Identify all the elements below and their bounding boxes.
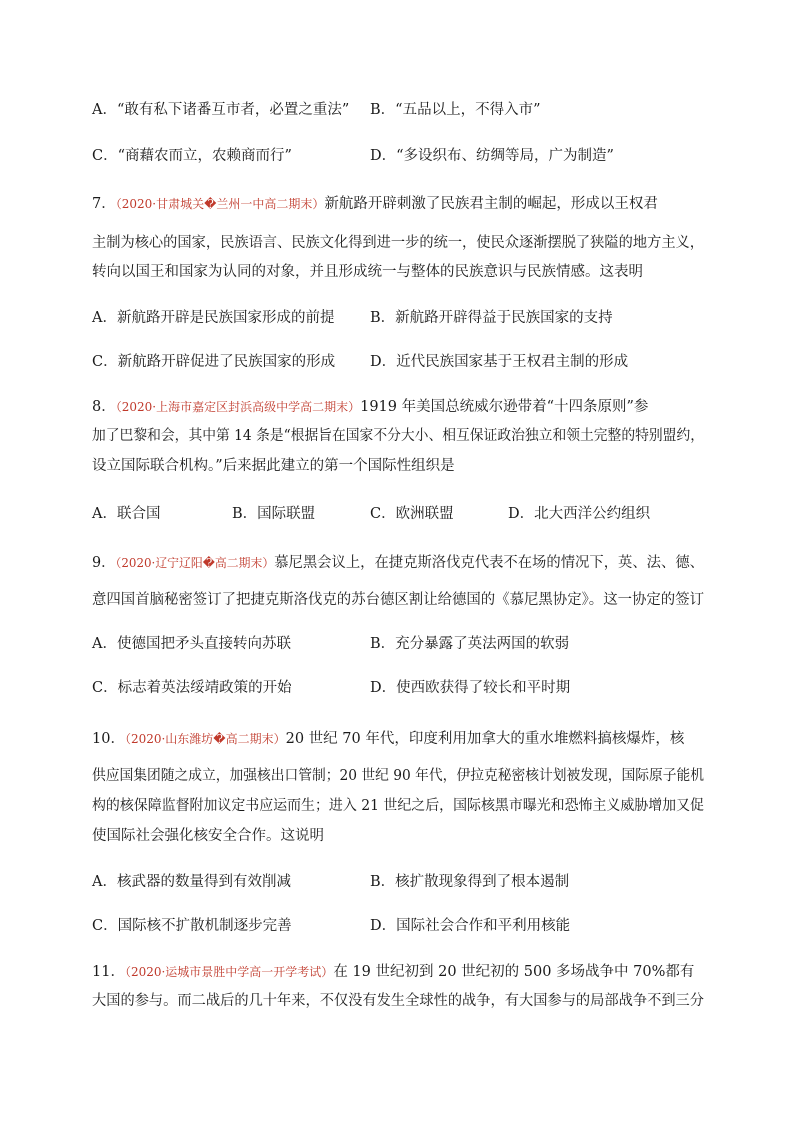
q8-stem-line2: 加了巴黎和会，其中第 14 条是“根据旨在国家不分大小、相互保证政治独立和领土完整的特别盟约， [92, 428, 705, 444]
q9-number: 9． [92, 555, 116, 571]
q8-option-b: B．国际联盟 [232, 506, 316, 522]
q10-number: 10． [92, 731, 125, 747]
q10-stem-line1 [92, 729, 684, 749]
q7-option-b: B．新航路开辟得益于民族国家的支持 [370, 310, 613, 326]
q9-source: （2020·辽宁辽阳�高二期末） [115, 556, 275, 570]
q8-option-c: C．欧洲联盟 [370, 506, 454, 522]
q7-stem-text1: 新航路开辟刺激了民族君主制的崛起，形成以王权君 [324, 196, 658, 212]
q6-option-a: A．“敢有私下诸番互市者，必置之重法” [92, 102, 350, 118]
q7-source: （2020·甘肃城关�兰州一中高二期末） [115, 197, 325, 211]
q6-option-d: D．“多设织布、纺绸等局，广为制造” [370, 148, 614, 164]
q8-option-a: A．联合国 [92, 506, 161, 522]
q7-number: 7． [92, 196, 116, 212]
q9-option-d: D．使西欧获得了较长和平时期 [370, 680, 571, 696]
q9-option-b: B．充分暴露了英法两国的软弱 [370, 636, 570, 652]
q8-stem-line1 [92, 397, 648, 417]
q11-stem-text1: 在 19 世纪初到 20 世纪初的 500 多场战争中 70%都有 [333, 964, 695, 980]
q7-stem-line1 [92, 194, 658, 214]
q7-stem-line3: 转向以国王和国家为认同的对象，并且形成统一与整体的民族意识与民族情感。这表明 [92, 264, 643, 280]
q11-number: 11． [92, 964, 125, 980]
q9-stem-line2: 意四国首脑秘密签订了把捷克斯洛伐克的苏台德区割让给德国的《慕尼黑协定》。这一协定的签订 [92, 592, 704, 608]
q8-stem-line3: 设立国际联合机构。”后来据此建立的第一个国际性组织是 [92, 458, 455, 474]
q10-source: （2020·山东潍坊�高二期末） [124, 732, 286, 746]
q11-stem-line1 [92, 962, 694, 982]
q11-stem-line2: 大国的参与。而二战后的几十年来，不仅没有发生全球性的战争，有大国参与的局部战争不到三分 [92, 993, 705, 1009]
q11-source: （2020·运城市景胜中学高一开学考试） [124, 965, 334, 979]
q9-stem-text1: 慕尼黑会议上，在捷克斯洛伐克代表不在场的情况下，英、法、德、 [274, 555, 704, 571]
q8-number: 8． [92, 399, 116, 415]
q8-stem-text1: 1919 年美国总统威尔逊带着“十四条原则”参 [360, 399, 649, 415]
q9-stem-line1 [92, 553, 704, 573]
q10-option-b: B．核扩散现象得到了根本遏制 [370, 874, 570, 890]
q10-option-a: A．核武器的数量得到有效削减 [92, 874, 291, 890]
q10-stem-line3: 构的核保障监督附加议定书应运而生；进入 21 世纪之后，国际核黑市曝光和恐怖主义威胁增加又促 [92, 798, 704, 814]
q10-option-c: C．国际核不扩散机制逐步完善 [92, 918, 292, 934]
q6-option-c: C．“商藉农而立，农赖商而行” [92, 148, 292, 164]
q10-stem-text1: 20 世纪 70 年代，印度利用加拿大的重水堆燃料搞核爆炸，核 [285, 731, 685, 747]
q8-source: （2020·上海市嘉定区封浜高级中学高二期末） [115, 400, 361, 414]
q7-option-d: D．近代民族国家基于王权君主制的形成 [370, 354, 629, 370]
q8-option-d: D．北大西洋公约组织 [508, 506, 651, 522]
q10-stem-line4: 使国际社会强化核安全合作。这说明 [92, 828, 324, 844]
q9-option-c: C．标志着英法绥靖政策的开始 [92, 680, 292, 696]
q10-stem-line2: 供应国集团随之成立，加强核出口管制；20 世纪 90 年代，伊拉克秘密核计划被发现，国际原子能机 [92, 768, 705, 784]
q7-option-a: A．新航路开辟是民族国家形成的前提 [92, 310, 335, 326]
q9-option-a: A．使德国把矛头直接转向苏联 [92, 636, 291, 652]
q6-option-b: B．“五品以上，不得入市” [370, 102, 541, 118]
q7-stem-line2: 主制为核心的国家，民族语言、民族文化得到进一步的统一，使民众逐渐摆脱了狭隘的地方主义， [92, 235, 705, 251]
q10-option-d: D．国际社会合作和平利用核能 [370, 918, 571, 934]
q7-option-c: C．新航路开辟促进了民族国家的形成 [92, 354, 336, 370]
